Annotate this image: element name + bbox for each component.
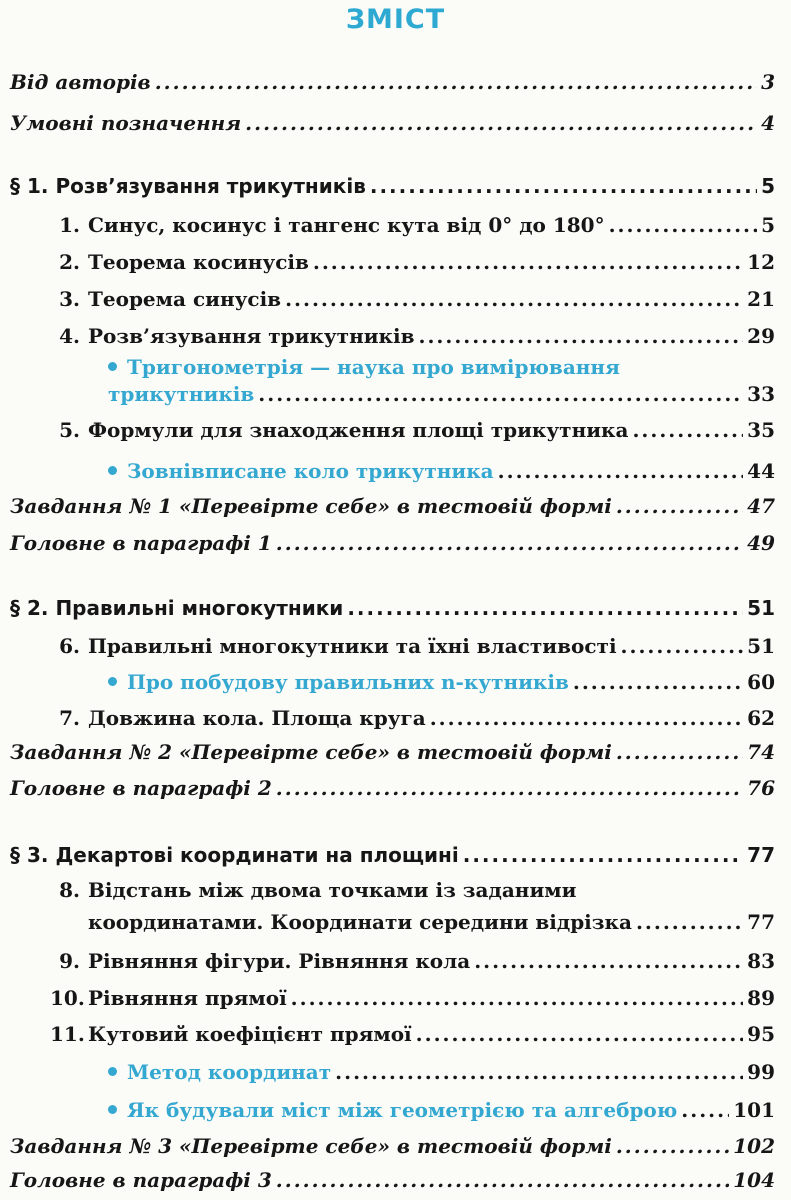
dot-leader [621,634,744,658]
entry-text: Кутовий коефіцієнт прямої [88,1022,412,1046]
entry-number: 5. [59,418,80,442]
entry-text: Головне в параграфі 1 [10,531,272,555]
entry-text: Від авторів [10,70,151,94]
toc-bullet-regular-polygons[interactable] [108,670,775,694]
toc-test-2[interactable] [10,740,775,764]
entry-number: 4. [59,324,80,348]
toc-entry-10[interactable] [50,986,775,1010]
entry-page: 12 [747,250,775,274]
entry-page: 35 [747,418,775,442]
toc-entry-3[interactable] [50,287,775,311]
entry-text: Теорема синусів [88,287,282,311]
entry-page: 47 [747,494,775,518]
toc-entry-from-authors[interactable] [10,70,775,94]
toc-summary-2[interactable] [10,776,775,800]
dot-leader [276,531,743,555]
entry-page: 3 [761,70,775,94]
entry-text: Тригонометрія — наука про вимірювання [127,355,620,379]
dot-leader [285,287,743,311]
entry-text: Правильні многокутники та їхні властивості [88,634,617,658]
entry-text: Розв’язування трикутників [88,324,415,348]
toc-bullet-coordinate-method[interactable] [108,1060,775,1084]
entry-number: 6. [59,634,80,658]
entry-page: 62 [747,706,775,730]
entry-text: Завдання № 2 «Перевірте себе» в тестовій формі [10,740,612,764]
dot-leader [370,174,757,198]
dot-leader [632,418,743,442]
entry-text: Завдання № 3 «Перевірте себе» в тестовій формі [10,1134,612,1158]
entry-number: 1. [59,213,80,237]
entry-text: Синус, косинус і тангенс кута від 0° до 180° [88,213,605,237]
entry-page: 49 [747,531,775,555]
entry-number: 3. [59,287,80,311]
dot-leader [616,494,743,518]
toc-entry-5[interactable] [50,418,775,442]
entry-page: 99 [747,1060,775,1084]
entry-page: 104 [733,1168,775,1192]
entry-page: 5 [761,174,775,198]
entry-text: Головне в параграфі 3 [10,1168,272,1192]
toc-test-3[interactable] [10,1134,775,1158]
entry-text: Зовнівписане коло трикутника [127,459,494,483]
entry-page: 77 [747,910,775,934]
toc-entry-4[interactable] [50,324,775,348]
entry-page: 5 [761,213,775,237]
entry-text: Метод координат [127,1060,332,1084]
entry-page: 102 [733,1134,775,1158]
dot-leader [573,670,743,694]
entry-page: 95 [747,1022,775,1046]
section-title: § 3. Декартові координати на площині [10,843,459,867]
entry-page: 83 [747,949,775,973]
section-title: § 2. Правильні многокутники [10,596,344,620]
toc-entry-8-line2[interactable] [88,910,775,934]
bullet-icon [108,1105,117,1114]
entry-text: трикутників [108,382,255,406]
toc-bullet-excircle[interactable] [108,459,775,483]
bullet-icon [108,362,117,371]
entry-text: Формули для знаходження площі трикутника [88,418,629,442]
entry-page: 44 [747,459,775,483]
entry-page: 74 [747,740,775,764]
toc-entry-11[interactable] [50,1022,775,1046]
entry-page: 33 [747,382,775,406]
dot-leader [335,1060,743,1084]
dot-leader [498,459,744,483]
entry-text: Умовні позначення [10,111,242,135]
dot-leader [291,986,743,1010]
toc-entry-8-line1[interactable] [50,878,775,902]
dot-leader [681,1098,729,1122]
dot-leader [276,776,743,800]
entry-text: Рівняння фігури. Рівняння кола [88,949,471,973]
entry-page: 76 [747,776,775,800]
entry-number: 9. [59,949,80,973]
toc-bullet-bridge[interactable] [108,1098,775,1122]
entry-page: 4 [761,111,775,135]
dot-leader [636,910,743,934]
entry-page: 51 [747,596,775,620]
toc-test-1[interactable] [10,494,775,518]
dot-leader [347,596,743,620]
page-title: ЗМІСТ [345,4,446,35]
entry-page: 29 [747,324,775,348]
dot-leader [245,111,757,135]
entry-number: 7. [59,706,80,730]
entry-text: Як будували міст між геометрією та алгеброю [127,1098,678,1122]
dot-leader [276,1168,729,1192]
toc-section-3[interactable] [10,843,775,867]
entry-page: 21 [747,287,775,311]
entry-text: Теорема косинусів [88,250,309,274]
toc-bullet-trigonometry-line1[interactable] [108,355,775,379]
dot-leader [463,843,743,867]
entry-text: Рівняння прямої [88,986,287,1010]
entry-page: 51 [747,634,775,658]
section-title: § 1. Розв’язування трикутників [10,174,366,198]
dot-leader [258,382,743,406]
bullet-icon [108,677,117,686]
entry-number: 2. [59,250,80,274]
entry-text: координатами. Координати середини відрізка [88,910,632,934]
dot-leader [616,740,743,764]
dot-leader [155,70,757,94]
entry-text: Довжина кола. Площа круга [88,706,426,730]
entry-number: 11. [50,1022,85,1046]
bullet-icon [108,466,117,475]
toc-section-1[interactable] [10,174,775,198]
entry-text: Головне в параграфі 2 [10,776,272,800]
toc-entry-conventions[interactable] [10,111,775,135]
entry-text: Відстань між двома точками із заданими [88,878,577,902]
bullet-icon [108,1067,117,1076]
toc-entry-9[interactable] [50,949,775,973]
entry-page: 77 [747,843,775,867]
dot-leader [416,1022,744,1046]
dot-leader [474,949,743,973]
toc-entry-2[interactable] [50,250,775,274]
toc-entry-7[interactable] [50,706,775,730]
toc-bullet-trigonometry-line2[interactable] [108,382,775,406]
toc-section-2[interactable] [10,596,775,620]
dot-leader [430,706,743,730]
dot-leader [616,1134,729,1158]
entry-page: 101 [733,1098,775,1122]
entry-number: 8. [59,878,80,902]
entry-page: 60 [747,670,775,694]
dot-leader [418,324,743,348]
toc-summary-1[interactable] [10,531,775,555]
dot-leader [609,213,757,237]
entry-number: 10. [50,986,85,1010]
toc-entry-1[interactable] [50,213,775,237]
toc-entry-6[interactable] [50,634,775,658]
entry-page: 89 [747,986,775,1010]
dot-leader [313,250,743,274]
entry-text: Про побудову правильних n-кутників [127,670,569,694]
entry-text: Завдання № 1 «Перевірте себе» в тестовій формі [10,494,612,518]
toc-summary-3[interactable] [10,1168,775,1192]
